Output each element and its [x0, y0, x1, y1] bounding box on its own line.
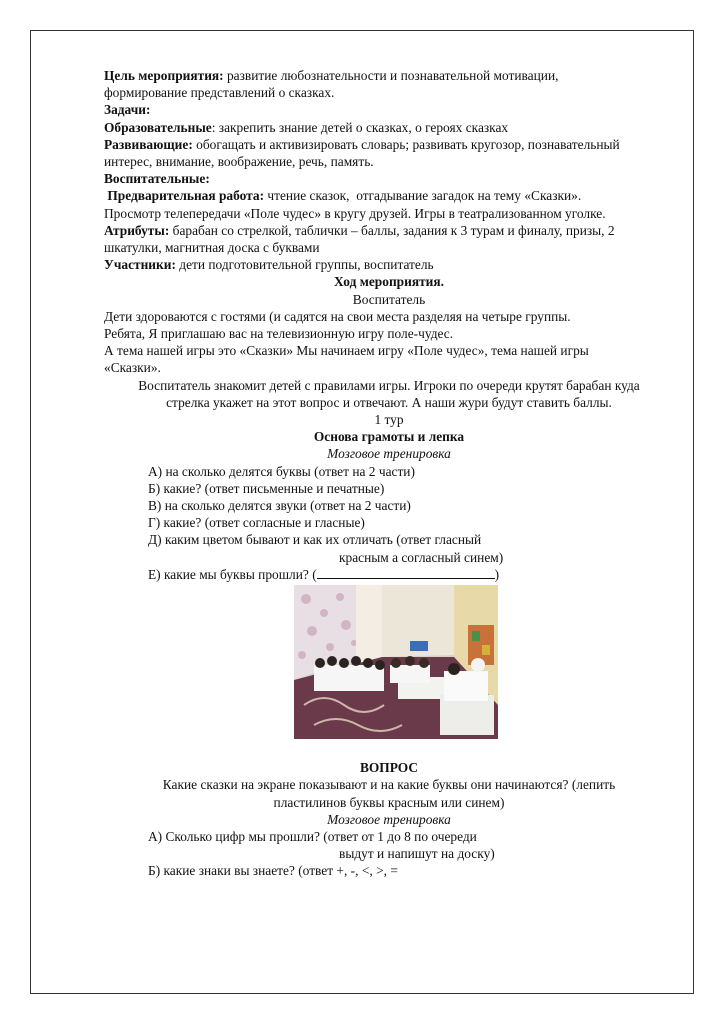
- question-heading: ВОПРОС: [359, 760, 419, 776]
- rules-line: Воспитатель знакомит детей с правилами игры. Игроки по очереди крутят барабан куда: [138, 377, 640, 393]
- developing-line-2: интерес, внимание, воображение, речь, память.: [104, 154, 374, 170]
- attributes-line-2: шкатулки, магнитная доска с буквами: [104, 240, 320, 256]
- question-item-blank: Е) какие мы буквы прошли? ( ): [148, 566, 500, 582]
- question-item: А) Сколько цифр мы прошли? (ответ от 1 до 8 по очереди: [148, 828, 477, 844]
- tasks-heading: Задачи:: [104, 102, 151, 118]
- educational-line: Образовательные: закрепить знание детей о сказках, о героях сказках: [104, 119, 509, 135]
- question-text: пластилинов буквы красным или синем): [273, 794, 505, 810]
- course-heading: Ход мероприятия.: [334, 274, 444, 290]
- classroom-photo: [294, 585, 498, 739]
- question-continuation: выдут и напишут на доску): [339, 846, 495, 862]
- developing-line: Развивающие: обогащать и активизировать словарь; развивать кругозор, познавательный: [104, 136, 620, 152]
- answer-blank: [317, 566, 495, 579]
- participants-line: Участники: дети подготовительной группы, воспитатель: [104, 257, 434, 273]
- preliminary-line-2: Просмотр телепередачи «Поле чудес» в кругу друзей. Игры в театрализованном уголке.: [104, 205, 606, 221]
- attributes-line: Атрибуты: барабан со стрелкой, таблички – баллы, задания к 3 турам и финалу, призы, 2: [104, 222, 615, 238]
- intro-line: А тема нашей игры это «Сказки» Мы начинаем игру «Поле чудес», тема нашей игры: [104, 343, 589, 359]
- question-continuation: красным а согласный синем): [339, 549, 504, 565]
- goal-line-2: формирование представлений о сказках.: [104, 85, 335, 101]
- brain-training-label: Мозговое тренировка: [327, 446, 451, 462]
- question-item: Б) какие? (ответ письменные и печатные): [148, 480, 385, 496]
- intro-line: Дети здороваются с гостями (и садятся на свои места разделяя на четыре группы.: [104, 308, 571, 324]
- upbringing-heading: Воспитательные:: [104, 171, 210, 187]
- brain-training-label: Мозговое тренировка: [327, 811, 451, 827]
- intro-line: «Сказки».: [104, 360, 161, 376]
- question-item: Г) какие? (ответ согласные и гласные): [148, 515, 365, 531]
- question-item: Д) каким цветом бывают и как их отличать (ответ гласный: [148, 532, 482, 548]
- question-item: Б) какие знаки вы знаете? (ответ +, -, <, >, =: [148, 863, 398, 879]
- round-title: Основа грамоты и лепка: [313, 429, 465, 445]
- question-item: В) на сколько делятся звуки (ответ на 2 части): [148, 498, 411, 514]
- question-text: Какие сказки на экране показывают и на какие буквы они начинаются? (лепить: [162, 777, 616, 793]
- document-body: [104, 67, 674, 880]
- goal-line: Цель мероприятия: развитие любознательности и познавательной мотивации,: [104, 68, 559, 83]
- preliminary-line: Предварительная работа: чтение сказок, отгадывание загадок на тему «Сказки».: [104, 188, 582, 204]
- question-item: А) на сколько делятся буквы (ответ на 2 части): [148, 463, 415, 479]
- intro-line: Ребята, Я приглашаю вас на телевизионную игру поле-чудес.: [104, 326, 454, 342]
- educator-label: Воспитатель: [352, 291, 426, 307]
- round-number: 1 тур: [374, 412, 404, 428]
- rules-line: стрелка укажет на этот вопрос и отвечают. А наши жури будут ставить баллы.: [166, 394, 612, 410]
